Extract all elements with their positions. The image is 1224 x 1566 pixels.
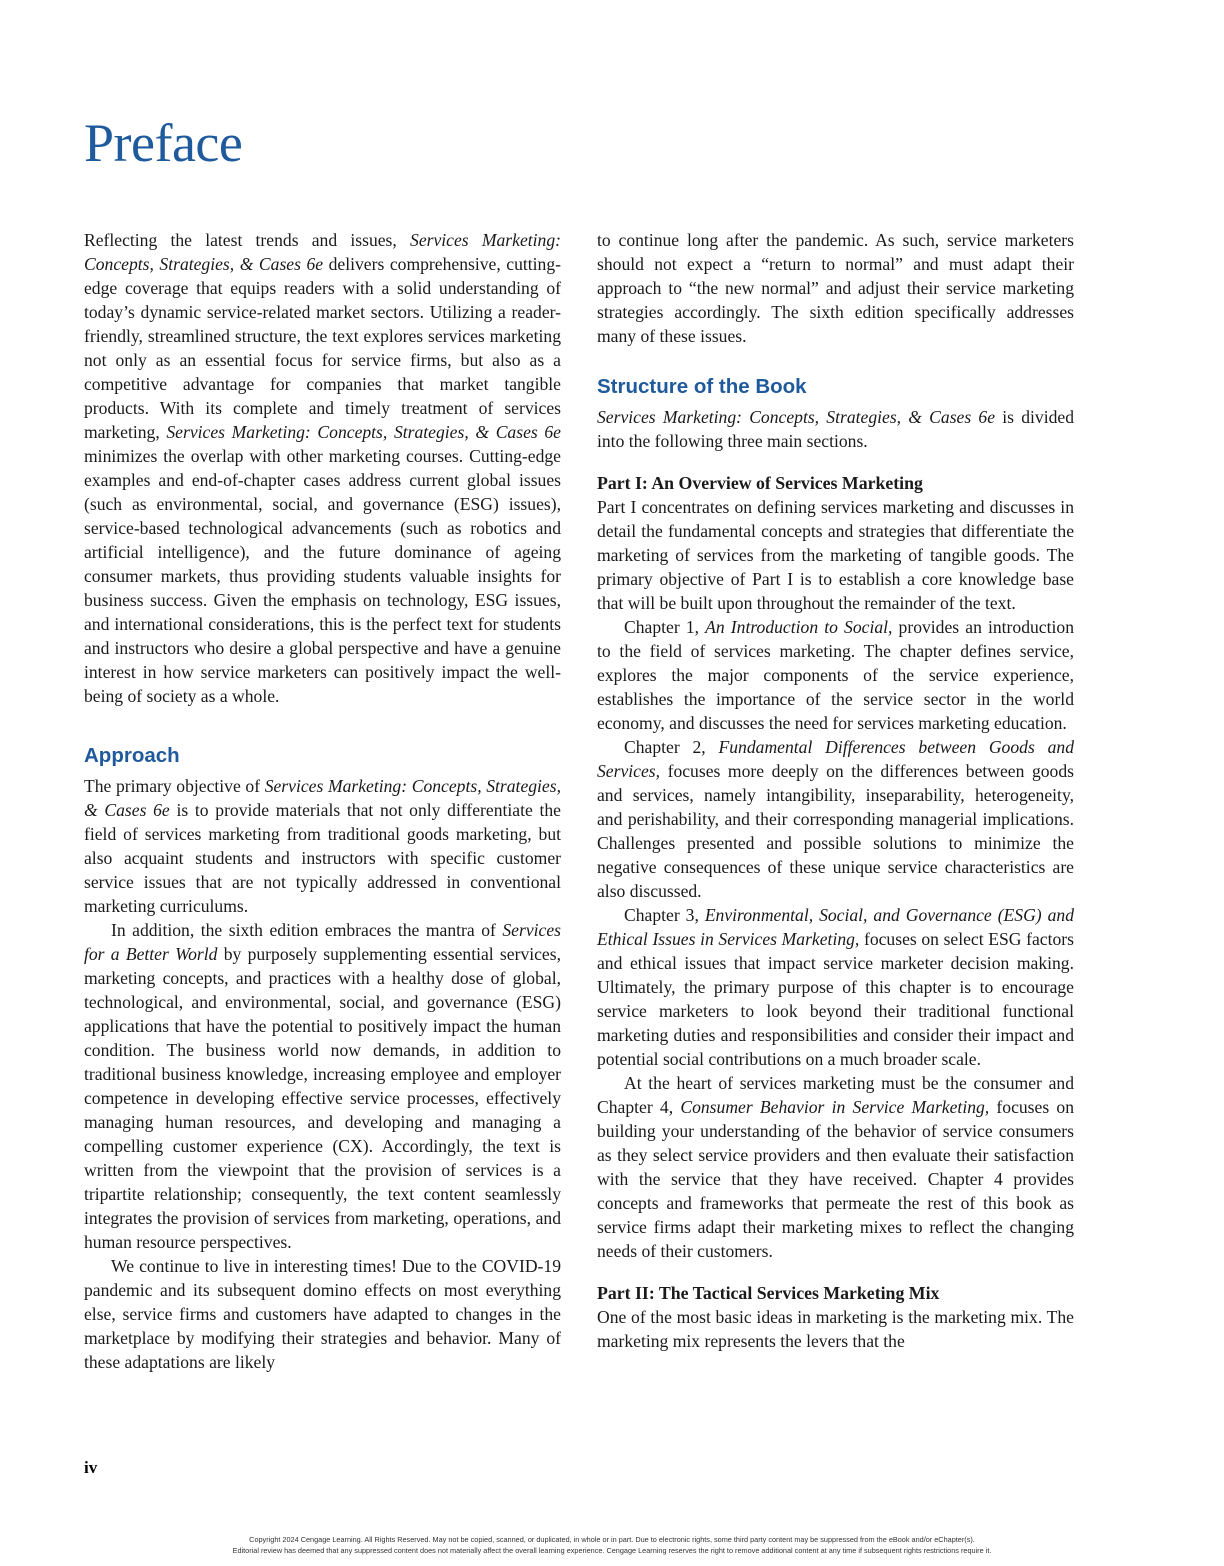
page-title: Preface — [84, 113, 243, 173]
part-one-paragraph: Part I concentrates on defining services marketing and discusses in detail the fundamental concepts and strategies that differentiate the marketing of services from the marketing of tangible goods. The primary objective of Part I is to establish a core knowledge base that will be built upon throughout the remainder of the text. — [597, 497, 1074, 613]
interesting-times-paragraph: We continue to live in interesting times! Due to the COVID-19 pandemic and its subsequent domino effects on most everything else, service firms and customers have adapted to changes in the marketplace by modifying their strategies and behavior. Many of these adaptations are likely — [84, 1256, 561, 1372]
copyright-line-1: Copyright 2024 Cengage Learning. All Rights Reserved. May not be copied, scanned, or duplicated, in whole or in part. Due to electronic rights, some third party content may be suppressed from the eBook and/or eChapter(s). — [249, 1535, 975, 1544]
chapter-four-paragraph: At the heart of services marketing must be the consumer and Chapter 4, Consumer Behavior in Service Marketing, focuses on building your understanding of the behavior of service consumers as they select service providers and then evaluate their satisfaction with the service that they have received. Chapter 4 provides concepts and frameworks that permeate the rest of this book as service firms adapt their marketing mixes to reflect the changing needs of their customers. — [597, 1073, 1075, 1261]
structure-paragraph: Services Marketing: Concepts, Strategies, & Cases 6e is divided into the following three main sections. — [597, 407, 1074, 451]
part-one-heading: Part I: An Overview of Services Marketing — [597, 473, 923, 493]
intro-paragraph: Reflecting the latest trends and issues, Services Marketing: Concepts, Strategies, & Cases 6e delivers comprehensive, cutting-edge coverage that equips readers with a solid understanding of today’s dynamic service-related market sectors. Utilizing a reader-friendly, streamlined structure, the text explores services marketing not only as an essential focus for service firms, but also as a competitive advantage for companies that market tangible products. With its complete and timely treatment of services marketing, Services Marketing: Concepts, Strategies, & Cases 6e minimizes the overlap with other marketing courses. Cutting-edge examples and end-of-chapter cases address current global issues (such as environmental, social, and governance (ESG) issues), service-based technological advancements (such as robotics and artificial intelligence), and the future dominance of ageing consumer markets, thus providing students valuable insights for business success. Given the emphasis on technology, ESG issues, and international considerations, this is the perfect text for students and instructors who desire a global perspective and have a genuine interest in how service marketers can positively impact the well-being of society as a whole. — [84, 230, 561, 706]
continuation-paragraph: to continue long after the pandemic. As such, service marketers should not expect a “return to normal” and must adapt their approach to “the new normal” and adjust their service marketing strategies accordingly. The sixth edition specifically addresses many of these issues. — [597, 230, 1074, 346]
chapter-one-paragraph: Chapter 1, An Introduction to Social, provides an introduction to the field of services marketing. The chapter defines service, explores the major components of the service experience, establishes the importance of the service sector in the world economy, and discusses the need for services marketing education. — [597, 617, 1074, 733]
chapter-two-paragraph: Chapter 2, Fundamental Differences between Goods and Services, focuses more deeply on the differences between goods and services, namely intangibility, inseparability, heterogeneity, and perishability, and their corresponding managerial implications. Challenges presented and possible solutions to minimize the negative consequences of these unique service characteristics are also discussed. — [597, 737, 1074, 901]
approach-paragraph: The primary objective of Services Marketing: Concepts, Strategies, & Cases 6e is to provide materials that not only differentiate the field of services marketing from traditional goods marketing, but also acquaint students and instructors with specific customer service issues that are not typically addressed in conventional marketing curriculums. — [84, 776, 561, 916]
copyright-footer — [60, 1534, 1164, 1556]
right-column — [597, 228, 1074, 1353]
copyright-line-2: Editorial review has deemed that any suppressed content does not materially affect the overall learning experience. Cengage Learning reserves the right to remove additional content at any time if subsequent rights restrictions require it. — [232, 1546, 992, 1555]
approach-heading: Approach — [84, 744, 180, 767]
structure-heading: Structure of the Book — [597, 375, 807, 398]
part-two-heading: Part II: The Tactical Services Marketing Mix — [597, 1283, 940, 1303]
page-number: iv — [84, 1458, 98, 1477]
part-two-paragraph: One of the most basic ideas in marketing is the marketing mix. The marketing mix represents the levers that the — [597, 1307, 1074, 1351]
chapter-three-paragraph: Chapter 3, Environmental, Social, and Governance (ESG) and Ethical Issues in Services Marketing, focuses on select ESG factors and ethical issues that impact service marketer decision making. Ultimately, the primary purpose of this chapter is to encourage service marketers to look beyond their traditional functional marketing duties and responsibilities and consider their impact and potential social contributions on a much broader scale. — [597, 905, 1075, 1069]
left-column — [84, 228, 561, 1374]
sixth-edition-paragraph: In addition, the sixth edition embraces the mantra of Services for a Better World by purposely supplementing essential services, marketing concepts, and practices with a healthy dose of global, technological, and environmental, social, and governance (ESG) applications that have the potential to positively impact the human condition. The business world now demands, in addition to traditional business knowledge, increasing employee and employer competence in developing effective service processes, effectively managing human resources, and developing and managing a compelling customer experience (CX). Accordingly, the text is written from the viewpoint that the provision of services is a tripartite relationship; consequently, the text content seamlessly integrates the provision of services from marketing, operations, and human resource perspectives. — [84, 920, 561, 1252]
